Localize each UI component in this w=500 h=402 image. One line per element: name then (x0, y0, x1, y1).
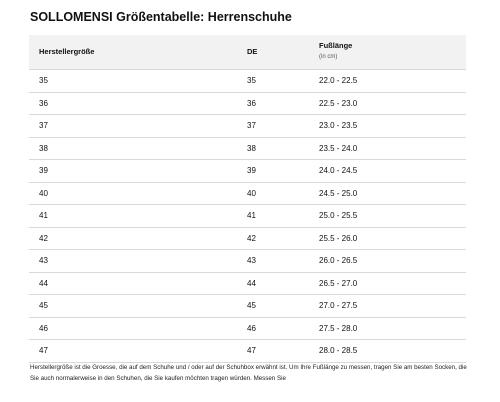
table-row (29, 160, 466, 183)
table-row (29, 272, 466, 295)
table-row (29, 317, 466, 340)
cell-de-size: 40 (247, 182, 319, 205)
table-row (29, 182, 466, 205)
cell-de-size: 45 (247, 295, 319, 318)
table-row (29, 92, 466, 115)
cell-manufacturer-size: 38 (29, 137, 247, 160)
foot-length-title: Fußlänge (319, 41, 353, 50)
cell-manufacturer-size: 45 (29, 295, 247, 318)
table-row (29, 340, 466, 363)
cell-foot-length: 27.5 - 28.0 (319, 317, 466, 340)
cell-de-size: 42 (247, 227, 319, 250)
cell-foot-length: 25.5 - 26.0 (319, 227, 466, 250)
cell-manufacturer-size: 35 (29, 70, 247, 93)
cell-manufacturer-size: 36 (29, 92, 247, 115)
page-title: SOLLOMENSI Größentabelle: Herrenschuhe (30, 10, 292, 24)
cell-de-size: 46 (247, 317, 319, 340)
cell-de-size: 43 (247, 250, 319, 273)
table-row (29, 227, 466, 250)
header-foot-length-label (319, 35, 466, 60)
table-row (29, 295, 466, 318)
cell-manufacturer-size: 43 (29, 250, 247, 273)
cell-foot-length: 24.5 - 25.0 (319, 182, 466, 205)
cell-de-size: 37 (247, 115, 319, 138)
cell-foot-length: 22.0 - 22.5 (319, 70, 466, 93)
table-row (29, 205, 466, 228)
cell-foot-length: 25.0 - 25.5 (319, 205, 466, 228)
table-header-row (29, 35, 466, 70)
cell-manufacturer-size: 39 (29, 160, 247, 183)
cell-manufacturer-size: 41 (29, 205, 247, 228)
cell-de-size: 41 (247, 205, 319, 228)
foot-length-unit: (in cm) (319, 54, 338, 60)
cell-foot-length: 24.0 - 24.5 (319, 160, 466, 183)
cell-de-size: 47 (247, 340, 319, 363)
table-row (29, 70, 466, 93)
table-row (29, 250, 466, 273)
cell-foot-length: 22.5 - 23.0 (319, 92, 466, 115)
size-chart-table (29, 35, 466, 363)
table-row (29, 137, 466, 160)
header-de-size-label: DE (247, 47, 258, 56)
header-manufacturer-size (29, 35, 247, 70)
cell-foot-length: 26.5 - 27.0 (319, 272, 466, 295)
cell-manufacturer-size: 47 (29, 340, 247, 363)
table-body (29, 70, 466, 363)
header-foot-length (319, 35, 466, 70)
cell-manufacturer-size: 40 (29, 182, 247, 205)
cell-manufacturer-size: 44 (29, 272, 247, 295)
cell-de-size: 36 (247, 92, 319, 115)
footnote-text: Herstellergröße ist die Groesse, die auf dem Schuhe und / oder auf der Schuhbox erwähnt ist. Um Ihre Fußlänge zu messen, tragen Sie am besten Socken, die Sie auch normalerweise in den Schuhen, die Sie kaufen möchten tragen würden. Messen Sie (30, 364, 467, 382)
cell-de-size: 38 (247, 137, 319, 160)
cell-manufacturer-size: 37 (29, 115, 247, 138)
cell-foot-length: 27.0 - 27.5 (319, 295, 466, 318)
cell-foot-length: 28.0 - 28.5 (319, 340, 466, 363)
header-de-size (247, 35, 319, 70)
header-manufacturer-size-label: Herstellergröße (39, 47, 95, 56)
cell-manufacturer-size: 42 (29, 227, 247, 250)
cell-foot-length: 23.0 - 23.5 (319, 115, 466, 138)
cell-de-size: 44 (247, 272, 319, 295)
cell-de-size: 35 (247, 70, 319, 93)
cell-de-size: 39 (247, 160, 319, 183)
cell-manufacturer-size: 46 (29, 317, 247, 340)
table-row (29, 115, 466, 138)
cell-foot-length: 23.5 - 24.0 (319, 137, 466, 160)
cell-foot-length: 26.0 - 26.5 (319, 250, 466, 273)
